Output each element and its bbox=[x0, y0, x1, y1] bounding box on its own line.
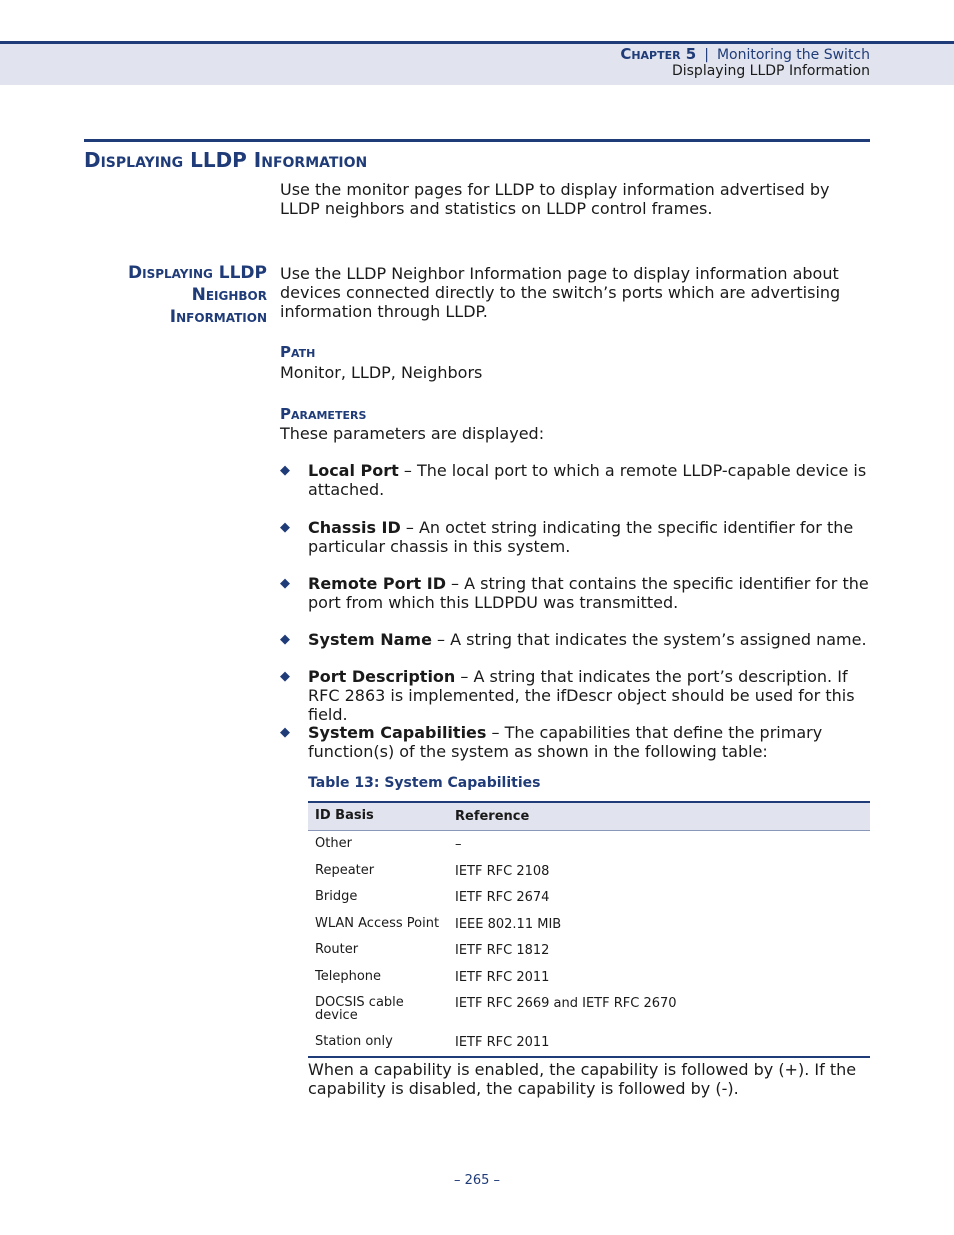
table-cell: IETF RFC 2011 bbox=[455, 969, 550, 985]
path-value: Monitor, LLDP, Neighbors bbox=[280, 363, 483, 382]
diamond-bullet-icon: ◆ bbox=[280, 520, 290, 535]
section-intro: Use the monitor pages for LLDP to display information advertised by LLDP neighbors and statistics on LLDP control frames. bbox=[280, 180, 830, 218]
chapter-title: Monitoring the Switch bbox=[716, 47, 870, 63]
bullet-term: System Name bbox=[308, 630, 432, 649]
table-cell: Other bbox=[315, 836, 352, 851]
table-cell: DOCSIS cable device bbox=[315, 995, 404, 1023]
table-row bbox=[308, 831, 870, 858]
table-cell: Bridge bbox=[315, 889, 358, 904]
subsection-title-line: Displaying LLDP bbox=[128, 263, 267, 283]
header-separator: | bbox=[704, 47, 709, 63]
table-cell: Repeater bbox=[315, 862, 375, 878]
bullet-description: – A string that indicates the port’s description. If RFC 2863 is implemented, the ifDescr object should be used for this field. bbox=[308, 667, 855, 724]
diamond-bullet-icon: ◆ bbox=[280, 725, 290, 740]
section-title: Displaying LLDP Information bbox=[84, 148, 368, 172]
path-label: Path bbox=[280, 343, 316, 361]
table-header-cell: ID Basis bbox=[315, 808, 374, 823]
table-row bbox=[308, 858, 870, 885]
table-cell: Station only bbox=[315, 1034, 393, 1049]
table-cell: IEEE 802.11 MIB bbox=[455, 916, 562, 932]
table-cell: IETF RFC 2108 bbox=[455, 863, 550, 879]
table-row bbox=[308, 937, 870, 964]
bullet-description: – The capabilities that define the primary function(s) of the system as shown in the following table: bbox=[308, 723, 823, 761]
diamond-bullet-icon: ◆ bbox=[280, 632, 290, 647]
subsection-intro: Use the LLDP Neighbor Information page to display information about devices connected directly to the switch’s ports which are advertising information through LLDP. bbox=[280, 264, 841, 321]
table-cell: IETF RFC 1812 bbox=[455, 943, 550, 958]
capability-note: When a capability is enabled, the capability is followed by (+). If the capability is disabled, the capability is followed by (-). bbox=[308, 1060, 857, 1098]
subsection-title-line: Neighbor bbox=[191, 285, 267, 305]
bullet-term: System Capabilities bbox=[308, 723, 487, 742]
table-row bbox=[308, 884, 870, 911]
table-cell: IETF RFC 2674 bbox=[455, 890, 550, 905]
diamond-bullet-icon: ◆ bbox=[280, 463, 290, 478]
bullet-description: – A string that indicates the system’s assigned name. bbox=[431, 630, 867, 649]
table-cell: Telephone bbox=[315, 968, 382, 984]
table-cell: Router bbox=[315, 942, 359, 957]
table-caption: Table 13: System Capabilities bbox=[308, 775, 541, 791]
parameters-label: Parameters bbox=[280, 405, 367, 423]
running-header-chapter bbox=[620, 45, 870, 63]
table-row bbox=[308, 964, 870, 991]
bullet-description: – The local port to which a remote LLDP-capable device is attached. bbox=[308, 461, 867, 499]
bullet-term: Port Description bbox=[308, 667, 456, 686]
table-header-row bbox=[308, 803, 870, 831]
bullet-description: – An octet string indicating the specific identifier for the particular chassis in this system. bbox=[308, 518, 854, 556]
subsection-title bbox=[84, 262, 267, 328]
running-header-section: Displaying LLDP Information bbox=[671, 63, 870, 79]
subsection-title-line: Information bbox=[169, 307, 267, 327]
system-capabilities-table bbox=[308, 801, 870, 1058]
table-row bbox=[308, 1029, 870, 1056]
table-cell: – bbox=[455, 837, 462, 852]
chapter-label: Chapter 5 bbox=[620, 45, 697, 63]
parameters-intro: These parameters are displayed: bbox=[280, 424, 545, 443]
bullet-term: Local Port bbox=[308, 461, 399, 480]
page-number: – 265 – bbox=[453, 1173, 501, 1188]
diamond-bullet-icon: ◆ bbox=[280, 669, 290, 684]
section-rule bbox=[84, 139, 870, 142]
diamond-bullet-icon: ◆ bbox=[280, 576, 290, 591]
table-cell: IETF RFC 2011 bbox=[455, 1035, 550, 1050]
table-row bbox=[308, 911, 870, 938]
table-row bbox=[308, 990, 870, 1029]
bullet-description: – A string that contains the specific identifier for the port from which this LLDPDU was transmitted. bbox=[308, 574, 869, 612]
table-cell: IETF RFC 2669 and IETF RFC 2670 bbox=[455, 996, 677, 1011]
bullet-term: Remote Port ID bbox=[308, 574, 446, 593]
table-header-cell: Reference bbox=[455, 809, 530, 824]
table-cell: WLAN Access Point bbox=[315, 915, 440, 931]
bullet-term: Chassis ID bbox=[308, 518, 401, 537]
